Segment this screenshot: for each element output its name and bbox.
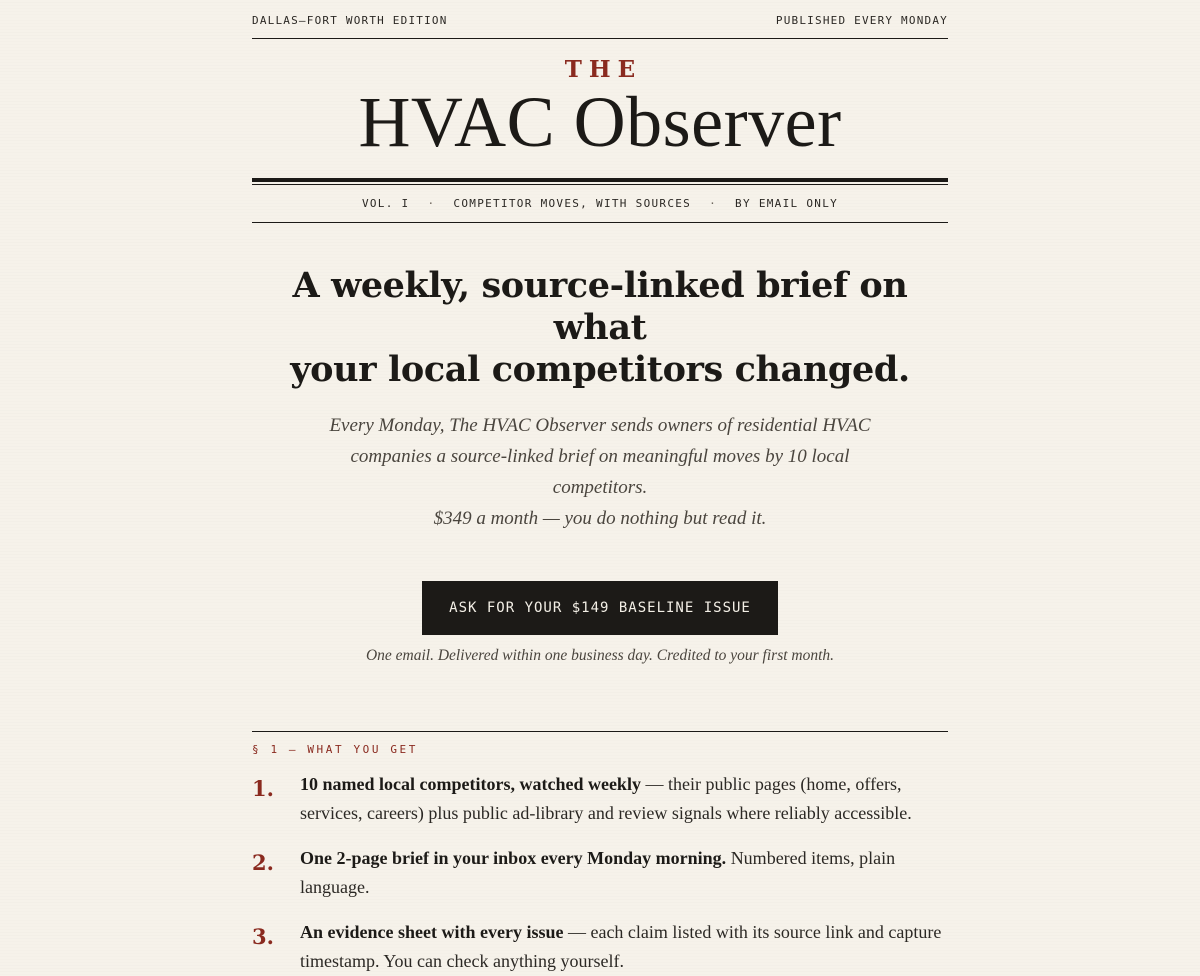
- baseline-issue-button[interactable]: ASK FOR YOUR $149 BASELINE ISSUE: [422, 581, 778, 635]
- list-item-number: 1.: [252, 776, 274, 801]
- list-item: [252, 844, 948, 902]
- list-item-number: 3.: [252, 924, 274, 949]
- masthead-title: HVAC Observer: [358, 82, 842, 162]
- delivery-label: BY EMAIL ONLY: [735, 197, 839, 210]
- page: [252, 0, 948, 976]
- edition-label: DALLAS–FORT WORTH EDITION: [252, 14, 448, 27]
- hero-lede: [310, 410, 890, 534]
- hero-headline-line: your local competitors changed.: [290, 349, 910, 390]
- masthead: [252, 39, 948, 161]
- masthead-rule-thick: [252, 178, 948, 182]
- list-item-text: [300, 770, 948, 828]
- benefit-list: [252, 770, 948, 976]
- list-item-number: 2.: [252, 850, 274, 875]
- list-item-body: — each claim listed with its source link and capture timestamp. You can check anything yourself.: [300, 922, 942, 971]
- section-label: § 1 — WHAT YOU GET: [252, 743, 419, 756]
- hero-headline-line: A weekly, source-linked brief on what: [292, 265, 908, 348]
- list-item: [252, 918, 948, 976]
- masthead-kicker: THE: [564, 56, 643, 83]
- volume-bar: [252, 185, 948, 223]
- hero-lede-line: Every Monday, The HVAC Observer sends owners of residential HVAC: [329, 415, 871, 436]
- volume-label: VOL. I: [361, 197, 410, 210]
- list-item-text: [300, 918, 948, 976]
- list-item-body: — their public pages (home, offers, services, careers) plus public ad-library and review signals where reliably accessible.: [300, 774, 912, 823]
- hero-headline: [252, 265, 948, 391]
- schedule-label: PUBLISHED EVERY MONDAY: [775, 14, 948, 27]
- hero-lede-line: $349 a month — you do nothing but read it.: [433, 508, 767, 529]
- list-item-lead: One 2-page brief in your inbox every Monday morning.: [300, 848, 727, 868]
- list-item-text: [300, 844, 948, 902]
- tagline-label: COMPETITOR MOVES, WITH SOURCES: [453, 197, 692, 210]
- list-item: [252, 770, 948, 828]
- volume-separator: ·: [709, 197, 718, 210]
- cta-wrap: [252, 581, 948, 635]
- section-what-you-get: [252, 731, 948, 976]
- list-item-body: Numbered items, plain language.: [300, 848, 896, 897]
- list-item-lead: 10 named local competitors, watched weekly: [300, 774, 641, 794]
- cta-note: One email. Delivered within one business day. Credited to your first month.: [365, 647, 835, 664]
- list-item-lead: An evidence sheet with every issue: [300, 922, 564, 942]
- hero-lede-line: companies a source-linked brief on meaningful moves by 10 local competitors.: [350, 446, 850, 498]
- top-bar: [252, 0, 948, 39]
- volume-separator: ·: [427, 197, 436, 210]
